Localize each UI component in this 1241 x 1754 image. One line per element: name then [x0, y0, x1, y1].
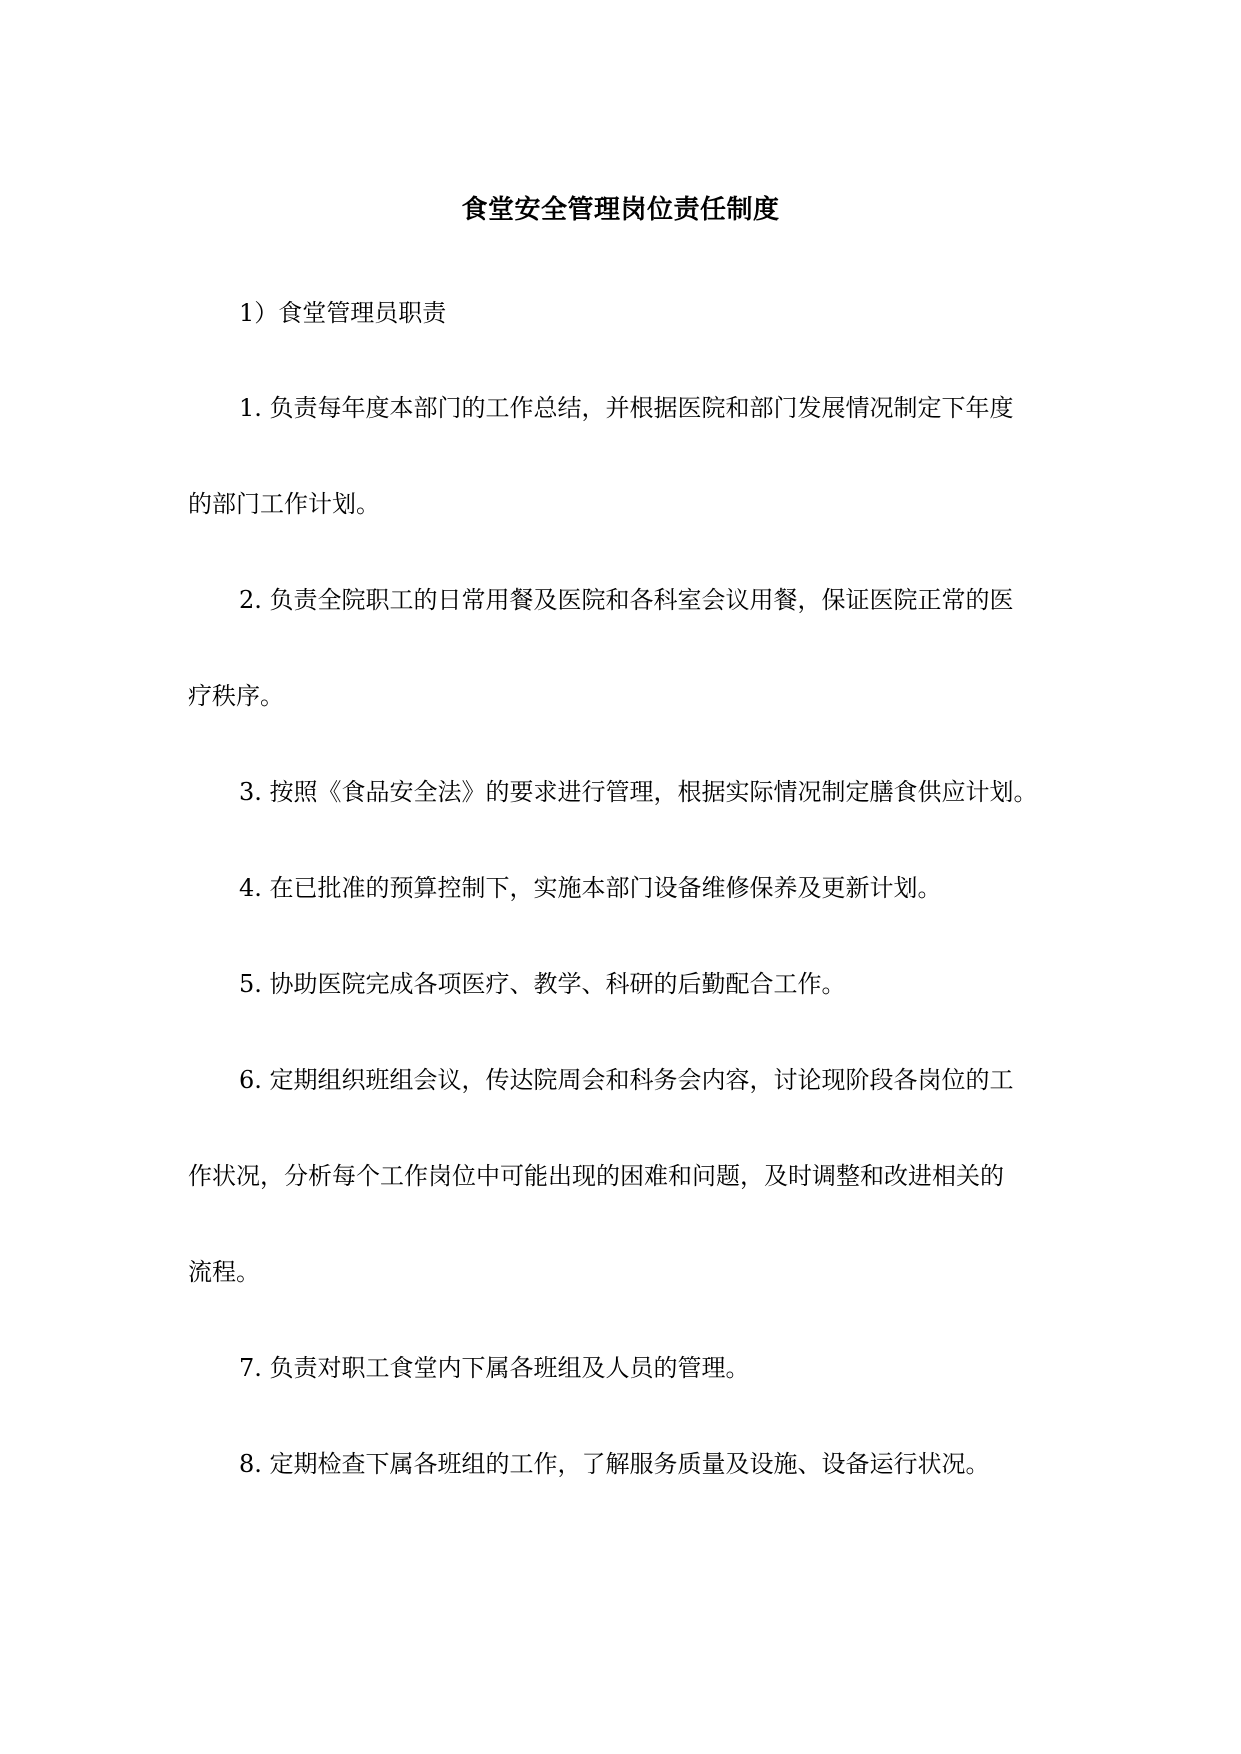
- item-6-line-1: 6. 定期组织班组会议，传达院周会和科务会内容，讨论现阶段各岗位的工: [239, 1066, 1014, 1094]
- item-7-line-1: 7. 负责对职工食堂内下属各班组及人员的管理。: [239, 1354, 750, 1382]
- item-6-line-2: 作状况，分析每个工作岗位中可能出现的困难和问题，及时调整和改进相关的: [188, 1162, 1004, 1190]
- item-4-line-1: 4. 在已批准的预算控制下，实施本部门设备维修保养及更新计划。: [239, 874, 942, 902]
- item-6-line-3: 流程。: [188, 1258, 260, 1286]
- section-heading: 1）食堂管理员职责: [239, 299, 447, 327]
- item-3-line-1: 3. 按照《食品安全法》的要求进行管理，根据实际情况制定膳食供应计划。: [239, 778, 1038, 806]
- item-8-line-1: 8. 定期检查下属各班组的工作，了解服务质量及设施、设备运行状况。: [239, 1450, 990, 1478]
- item-1-line-2: 的部门工作计划。: [188, 490, 380, 518]
- document-title: 食堂安全管理岗位责任制度: [461, 195, 780, 225]
- item-1-line-1: 1. 负责每年度本部门的工作总结，并根据医院和部门发展情况制定下年度: [239, 394, 1014, 422]
- item-2-line-2: 疗秩序。: [188, 682, 284, 710]
- item-5-line-1: 5. 协助医院完成各项医疗、教学、科研的后勤配合工作。: [239, 970, 846, 998]
- item-2-line-1: 2. 负责全院职工的日常用餐及医院和各科室会议用餐，保证医院正常的医: [239, 586, 1014, 614]
